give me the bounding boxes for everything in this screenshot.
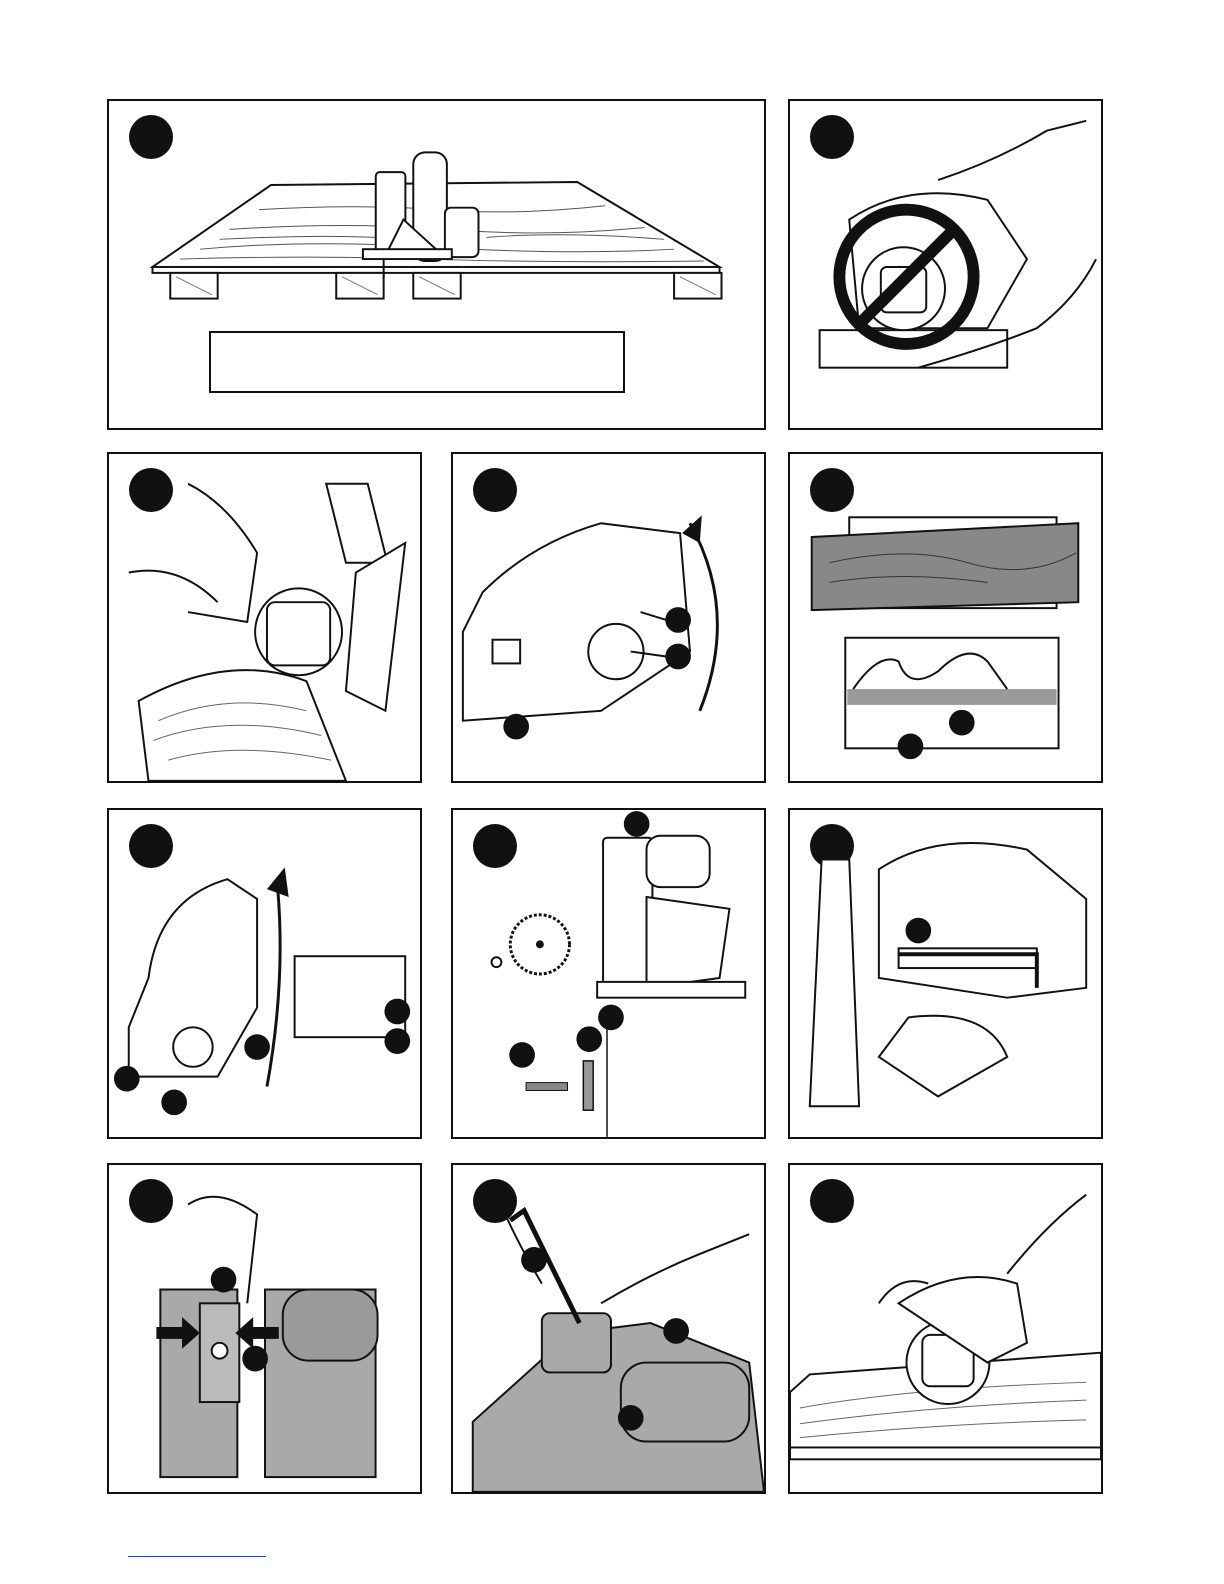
panel-spindle-lock (788, 808, 1103, 1139)
panel-cut-depth (788, 452, 1103, 783)
prohibited-hold-illustration (790, 101, 1101, 428)
panel-cutting-operation (788, 1163, 1103, 1494)
panel-depth-lever (107, 808, 422, 1139)
panel-bevel-adjustment (107, 452, 422, 783)
panel-blade-parts (451, 808, 766, 1139)
hex-key-illustration (453, 1165, 764, 1492)
panel-blade-guard-lift (451, 452, 766, 783)
spindle-lock-illustration (790, 810, 1101, 1137)
panel-guard-check (107, 1163, 422, 1494)
panel-hex-key (451, 1163, 766, 1494)
cutting-operation-illustration (790, 1165, 1101, 1492)
guard-check-illustration (109, 1165, 420, 1492)
cut-depth-illustration (790, 454, 1101, 781)
blade-guard-illustration (453, 454, 764, 781)
depth-lever-illustration (109, 810, 420, 1137)
footer-rule (128, 1556, 266, 1557)
panel-prohibited-hold (788, 99, 1103, 430)
panel-saw-on-supported-board (107, 99, 766, 430)
caption-box (209, 331, 625, 393)
blade-parts-illustration (453, 810, 764, 1137)
bevel-adjustment-illustration (109, 454, 420, 781)
